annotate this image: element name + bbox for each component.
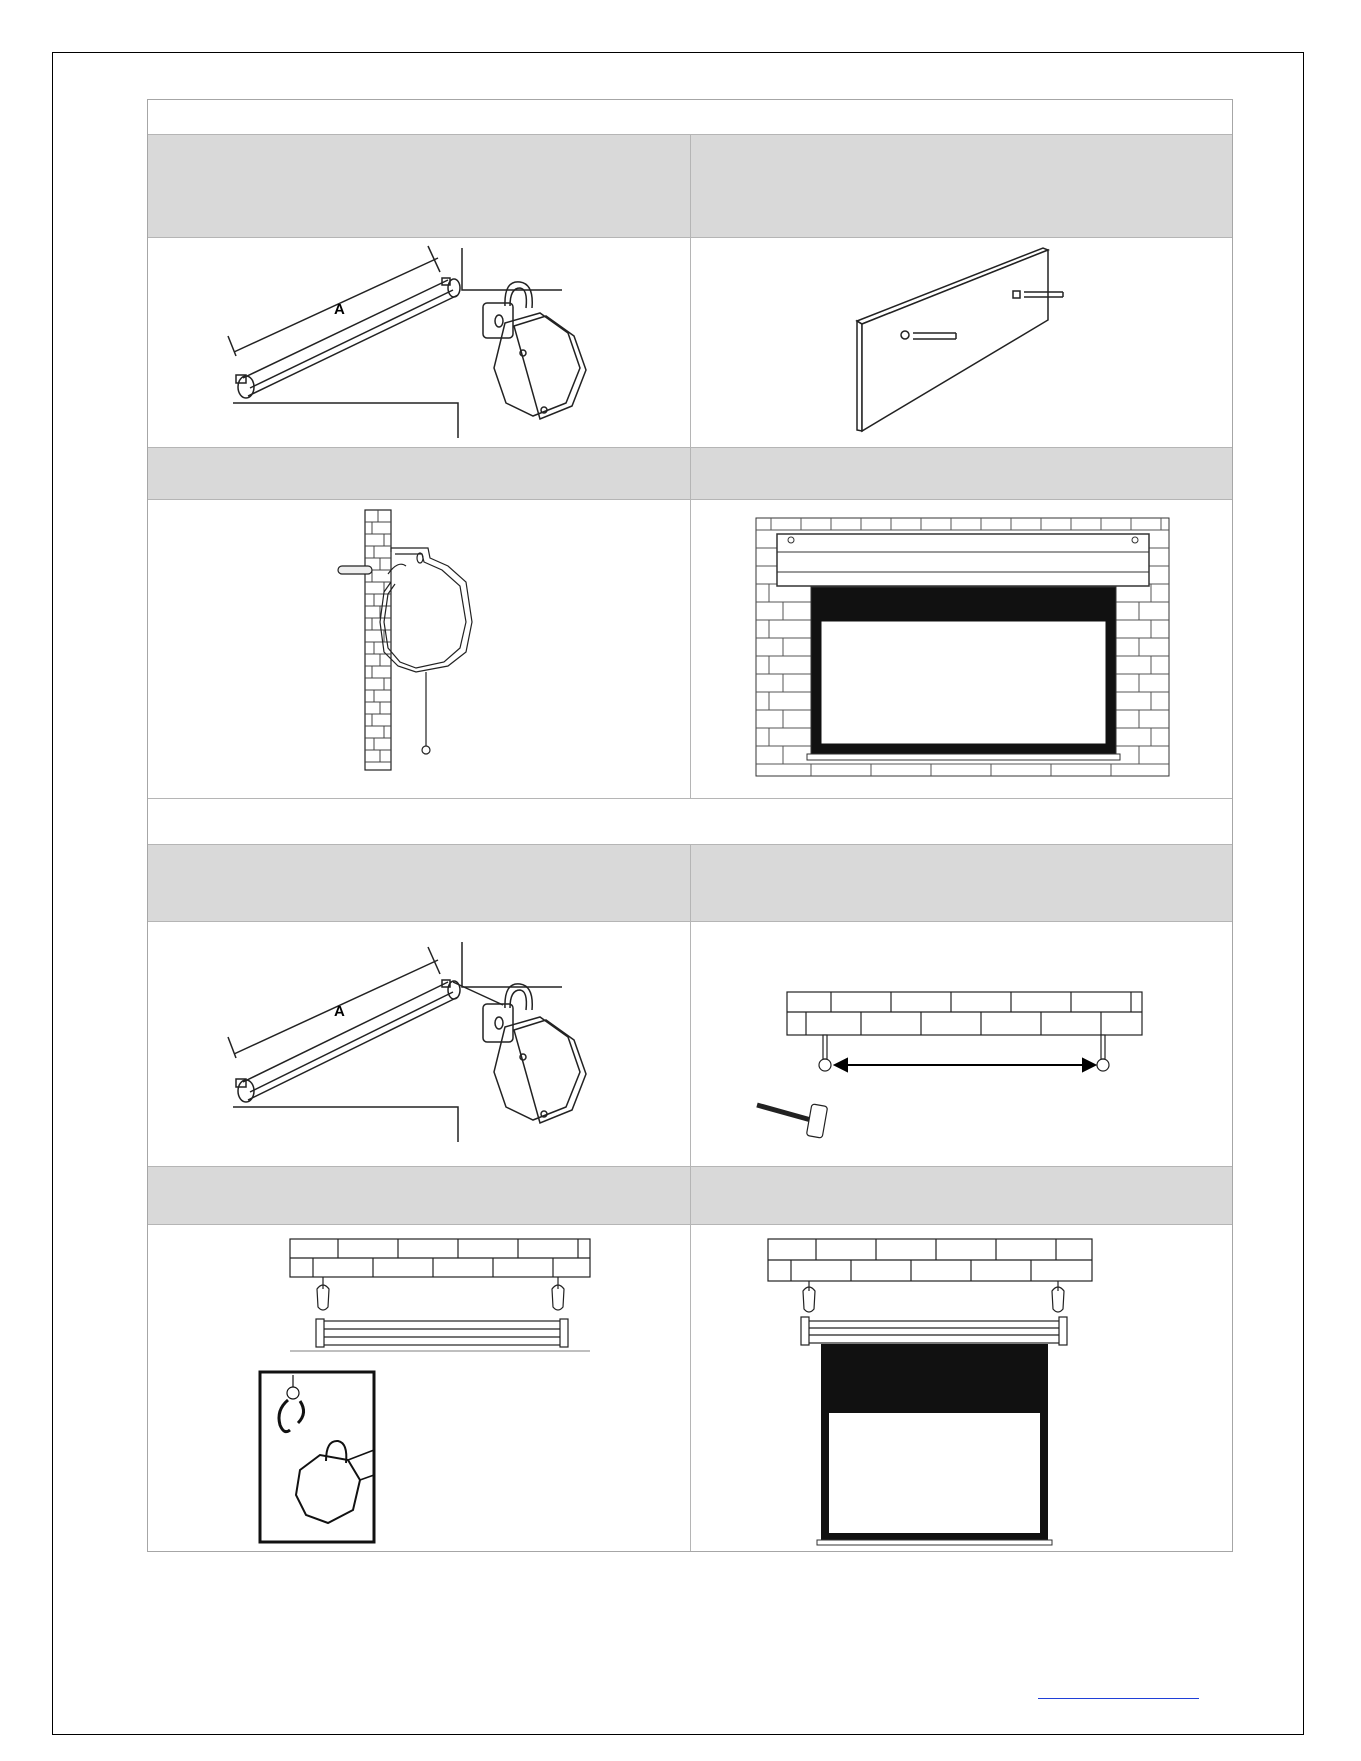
wall-board-figure bbox=[691, 238, 1232, 447]
ceiling-step-3-text bbox=[148, 1167, 691, 1224]
wall-steps-1-2-figure-row bbox=[148, 238, 1232, 448]
ceiling-dimension-label: A bbox=[334, 1003, 345, 1020]
wall-step-4-figure-cell bbox=[691, 500, 1232, 798]
wall-mounted-screen bbox=[691, 500, 1232, 798]
wall-section-title bbox=[148, 100, 1232, 134]
ceiling-steps-1-2-text-row bbox=[148, 845, 1232, 922]
installation-table bbox=[147, 99, 1233, 1552]
ceiling-step-1-text bbox=[148, 845, 691, 921]
dimension-label: A bbox=[334, 301, 345, 318]
wall-step-4-text bbox=[691, 448, 1232, 499]
ceiling-steps-1-2-figure-row bbox=[148, 922, 1232, 1167]
wall-step-3-figure-cell bbox=[148, 500, 691, 798]
ceiling-mounted-screen bbox=[691, 1225, 1232, 1550]
ceiling-step-4-figure-cell bbox=[691, 1225, 1232, 1551]
ceiling-step-1-figure-cell bbox=[148, 922, 691, 1166]
ceiling-step-2-figure-cell bbox=[691, 922, 1232, 1166]
ceiling-step-3-figure-cell bbox=[148, 1225, 691, 1551]
wall-steps-3-4-figure-row bbox=[148, 500, 1232, 799]
ceiling-casing-bracket-figure bbox=[148, 922, 691, 1166]
ceiling-steps-3-4-text-row bbox=[148, 1167, 1232, 1225]
ceiling-step-2-text bbox=[691, 845, 1232, 921]
footer-link-underline bbox=[1038, 1698, 1199, 1699]
wall-section-title-row bbox=[148, 100, 1232, 135]
wall-step-3-text bbox=[148, 448, 691, 499]
ceiling-section-title-row bbox=[148, 799, 1232, 845]
wall-step-2-figure-cell bbox=[691, 238, 1232, 447]
wall-step-2-text bbox=[691, 135, 1232, 237]
wall-steps-3-4-text-row bbox=[148, 448, 1232, 500]
wall-step-1-figure-cell bbox=[148, 238, 691, 447]
ceiling-section-title bbox=[148, 799, 1232, 844]
footer-link[interactable] bbox=[1038, 1676, 1199, 1694]
ceiling-step-4-text bbox=[691, 1167, 1232, 1224]
wall-step-1-text bbox=[148, 135, 691, 237]
wall-steps-1-2-text-row bbox=[148, 135, 1232, 238]
ceiling-steps-3-4-figure-row bbox=[148, 1225, 1232, 1551]
screen-casing-bracket-figure bbox=[148, 238, 691, 447]
ceiling-hooks-figure bbox=[691, 922, 1232, 1166]
wall-bracket-side-view bbox=[148, 500, 691, 798]
ceiling-hang-casing-figure bbox=[148, 1225, 691, 1550]
